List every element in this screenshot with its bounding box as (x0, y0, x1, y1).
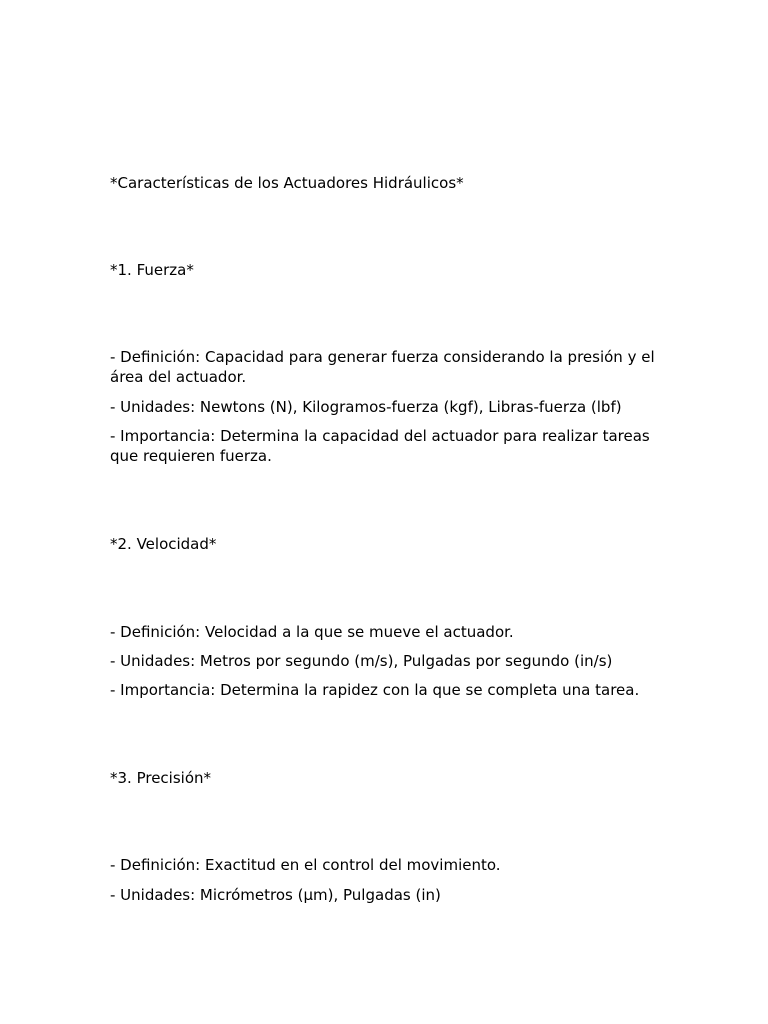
paragraph-velocidad-unidades: - Unidades: Metros por segundo (m/s), Pulgadas por segundo (in/s) (110, 652, 613, 670)
section-heading-fuerza: *1. Fuerza* (110, 261, 194, 279)
paragraph-velocidad-definicion: - Definición: Velocidad a la que se mueve el actuador. (110, 623, 514, 641)
paragraph-velocidad-importancia: - Importancia: Determina la rapidez con la que se completa una tarea. (110, 681, 640, 699)
paragraph-fuerza-importancia: - Importancia: Determina la capacidad del actuador para realizar tareas que requieren fuerza. (110, 427, 650, 465)
section-heading-velocidad: *2. Velocidad* (110, 535, 217, 553)
paragraph-fuerza-definicion: - Definición: Capacidad para generar fuerza considerando la presión y el área del actuador. (110, 348, 655, 386)
paragraph-fuerza-unidades: - Unidades: Newtons (N), Kilogramos-fuerza (kgf), Libras-fuerza (lbf) (110, 398, 622, 416)
paragraph-precision-definicion: - Definición: Exactitud en el control del movimiento. (110, 856, 501, 874)
paragraph-precision-unidades: - Unidades: Micrómetros (µm), Pulgadas (in) (110, 886, 441, 904)
section-heading-precision: *3. Precisión* (110, 769, 212, 787)
document-title: *Características de los Actuadores Hidráulicos* (110, 174, 464, 192)
